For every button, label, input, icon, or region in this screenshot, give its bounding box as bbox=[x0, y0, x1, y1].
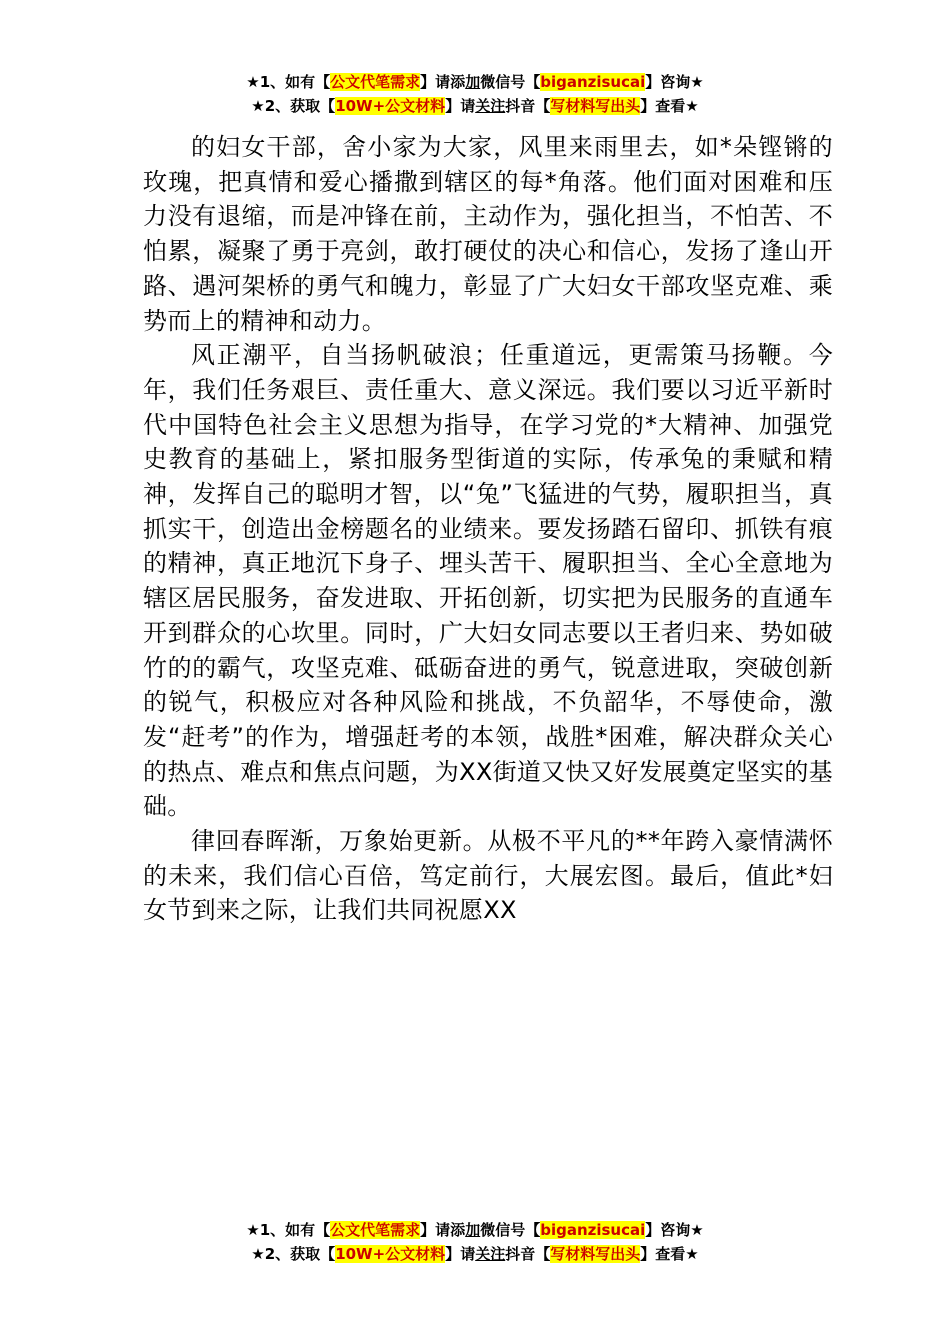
banner-line-2 bbox=[0, 94, 950, 118]
header-banner bbox=[0, 70, 950, 118]
banner-text: 抖音【 bbox=[505, 97, 551, 115]
banner-text: 微信号【 bbox=[480, 1221, 541, 1239]
footer-banner bbox=[0, 1218, 950, 1266]
banner-text: ★1、如有【 bbox=[246, 1221, 331, 1239]
paragraph-2: 风正潮平，自当扬帆破浪；任重道远，更需策马扬鞭。今年，我们任务艰巨、责任重大、意义深远。我们要以习近平新时代中国特色社会主义思想为指导，在学习党的*大精神、加强党史教育的基础上，紧扣服务型街道的实际，传承兔的秉赋和精神，发挥自己的聪明才智，以“兔”飞猛进的气势，履职担当，真抓实干，创造出金榜题名的业绩来。要发扬踏石留印、抓铁有痕的精神，真正地沉下身子、埋头苦干、履职担当、全心全意地为辖区居民服务，奋发进取、开拓创新，切实把为民服务的直通车开到群众的心坎里。同时，广大妇女同志要以王者归来、势如破竹的的霸气，攻坚克难、砥砺奋进的勇气，锐意进取，突破创新的锐气，积极应对各种风险和挑战，不负韶华，不辱使命，激发“赶考”的作为，增强赶考的本领，战胜*困难，解决群众关心的热点、难点和焦点问题，为XX街道又快又好发展奠定坚实的基础。 bbox=[143, 341, 833, 821]
banner-highlight: 10W+公文材料 bbox=[335, 97, 446, 115]
banner-text: 】咨询★ bbox=[645, 73, 704, 91]
paragraph-1: 的妇女干部，舍小家为大家，风里来雨里去，如*朵铿锵的玫瑰，把真情和爱心播撒到辖区的每*角落。他们面对困难和压力没有退缩，而是冲锋在前，主动作为，强化担当，不怕苦、不怕累，凝聚了勇于亮剑，敢打硬仗的决心和信心，发扬了逢山开路、遇河架桥的勇气和魄力，彰显了广大妇女干部攻坚克难、乘势而上的精神和动力。 bbox=[143, 133, 833, 335]
banner-underline: 加 bbox=[465, 1221, 481, 1239]
paragraph-3: 律回春晖渐，万象始更新。从极不平凡的**年跨入豪情满怀的未来，我们信心百倍，笃定前行，大展宏图。最后，值此*妇女节到来之际，让我们共同祝愿XX bbox=[143, 827, 833, 925]
banner-underline: 关注 bbox=[475, 1245, 506, 1263]
banner-line-1 bbox=[0, 1218, 950, 1242]
banner-douyin-id: 写材料写出头 bbox=[550, 1245, 641, 1263]
banner-text: 微信号【 bbox=[480, 73, 541, 91]
banner-text: 】咨询★ bbox=[645, 1221, 704, 1239]
banner-text: 抖音【 bbox=[505, 1245, 551, 1263]
banner-text: 】请 bbox=[445, 1245, 476, 1263]
banner-highlight: 公文代笔需求 bbox=[330, 73, 421, 91]
banner-douyin-id: 写材料写出头 bbox=[550, 97, 641, 115]
banner-wechat-id: biganzisucai bbox=[540, 73, 646, 91]
banner-line-1 bbox=[0, 70, 950, 94]
banner-line-2 bbox=[0, 1242, 950, 1266]
banner-text: ★1、如有【 bbox=[246, 73, 331, 91]
banner-text: 】查看★ bbox=[640, 97, 699, 115]
banner-highlight: 公文代笔需求 bbox=[330, 1221, 421, 1239]
banner-text: ★2、获取【 bbox=[251, 97, 336, 115]
banner-text: ★2、获取【 bbox=[251, 1245, 336, 1263]
banner-wechat-id: biganzisucai bbox=[540, 1221, 646, 1239]
banner-underline: 加 bbox=[465, 73, 481, 91]
banner-text: 】查看★ bbox=[640, 1245, 699, 1263]
banner-text: 】请添 bbox=[420, 1221, 466, 1239]
document-body bbox=[143, 130, 833, 928]
banner-text: 】请 bbox=[445, 97, 476, 115]
banner-text: 】请添 bbox=[420, 73, 466, 91]
banner-underline: 关注 bbox=[475, 97, 506, 115]
banner-highlight: 10W+公文材料 bbox=[335, 1245, 446, 1263]
